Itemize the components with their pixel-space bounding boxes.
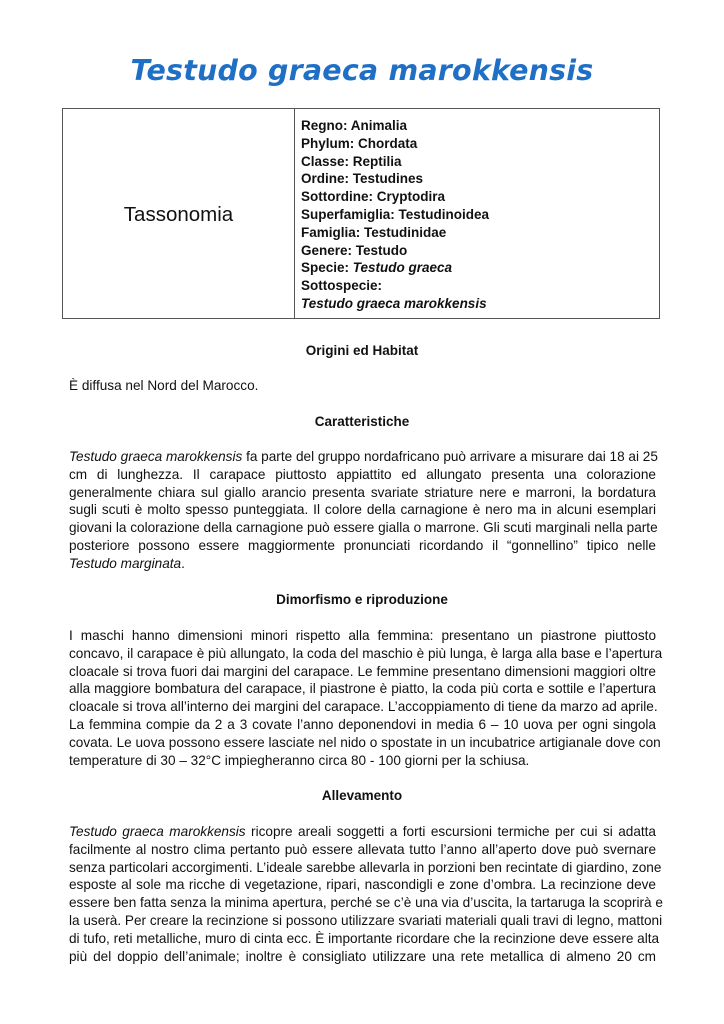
section-title-origins: Origini ed Habitat: [305, 343, 419, 358]
dimorphism-paragraph: [69, 627, 663, 769]
taxonomy-classe: Classe: Reptilia: [301, 153, 402, 169]
paragraph-line: Testudo marginata.: [69, 555, 185, 571]
paragraph-line: sugli scuti è molto spesso punteggiata. Il colore della carnagione è nero ma in alcuni esemplari: [69, 502, 656, 518]
paragraph-line: esposte al sole ma ricche di vegetazione, ripari, nascondigli e zone d’ombra. La recinzione deve: [69, 877, 656, 893]
paragraph-line: cloacale si trova fuori dai margini del carapace. Le femmine presentano dimensioni maggiori oltre: [69, 663, 656, 679]
characteristics-paragraph: [69, 448, 656, 573]
section-title-dimorphism: Dimorfismo e riproduzione: [276, 592, 448, 607]
breeding-paragraph: [69, 823, 663, 965]
paragraph-line: concavo, il carapace è più allungato, la coda del maschio è più lunga, è larga alla base e l’apertura: [69, 645, 663, 661]
section-title-breeding: Allevamento: [321, 788, 403, 803]
paragraph-line: posteriore possono essere maggiormente pronunciati ricordando il “gonnellino” tipico nelle: [69, 537, 656, 553]
taxonomy-superfamiglia: Superfamiglia: Testudinoidea: [301, 206, 490, 222]
taxonomy-table: [62, 108, 660, 319]
taxonomy-sottospecie-value: Testudo graeca marokkensis: [301, 295, 487, 311]
paragraph-line: generalmente chiara sul giallo arancio presenta svariate striature nere e marroni, la bordatura: [69, 484, 656, 500]
species-name: Testudo graeca marokkensis: [69, 824, 246, 839]
species-name: Testudo marginata: [69, 555, 182, 571]
paragraph-line: cloacale si trova all’interno dei margini del carapace. L’accoppiamento di tiene da marzo ad aprile.: [69, 699, 658, 715]
paragraph-line: facilmente al nostro clima pertanto può essere allevata tutto l’anno all’aperto dove può svernare: [69, 841, 656, 857]
taxonomy-famiglia: Famiglia: Testudinidae: [301, 224, 447, 240]
taxonomy-sottospecie-label: Sottospecie:: [301, 278, 383, 294]
paragraph-line: più del doppio dell’animale; inoltre è consigliato utilizzare una rete metallica di almeno 20 cm: [69, 948, 656, 964]
paragraph-line: I maschi hanno dimensioni minori rispetto alla femmina: presentano un piastrone piuttosto: [69, 628, 656, 643]
paragraph-line: Testudo graeca marokkensis fa parte del gruppo nordafricano può arrivare a misurare dai 18 ai 25: [69, 449, 658, 464]
taxonomy-heading-cell: [63, 109, 295, 318]
paragraph-line: di tufo, reti metalliche, muro di cinta ecc. È importante ricordare che la recinzione deve essere alta: [69, 930, 660, 946]
section-title-characteristics: Caratteristiche: [314, 414, 410, 429]
specie-value: Testudo graeca: [352, 260, 453, 276]
taxonomy-specie: [301, 259, 489, 277]
paragraph-line: cm di lunghezza. Il carapace piuttosto appiattito ed allungato presenta una colorazione: [69, 466, 656, 482]
paragraph-line: senza particolari accorgimenti. L’ideale sarebbe allevarla in porzioni ben recintate di giardino, zone: [69, 859, 662, 875]
paragraph-line: La femmina compie da 2 a 3 covate l’anno deponendovi in media 6 – 10 uova per ogni singola: [69, 716, 656, 732]
taxonomy-phylum: Phylum: Chordata: [301, 135, 418, 151]
taxonomy-regno: Regno: Animalia: [301, 118, 408, 133]
paragraph-line: Testudo graeca marokkensis ricopre areali soggetti a forti escursioni termiche per cui si adatta: [69, 824, 656, 839]
paragraph-line: giovani la colorazione della carnagione può essere gialla o marrone. Gli scuti marginali nella parte: [69, 520, 658, 536]
paragraph-line: alla maggiore bombatura del carapace, il piastrone è piatto, la coda più corta e sottile e l’apertura: [69, 681, 656, 697]
species-name: Testudo graeca marokkensis: [69, 449, 243, 464]
taxonomy-heading: Tassonomia: [123, 202, 234, 226]
taxonomy-sottordine: Sottordine: Cryptodira: [301, 189, 445, 205]
paragraph-line: covata. Le uova possono essere lasciate nel nido o spostate in un incubatrice artigianale dove con: [69, 734, 661, 750]
taxonomy-list: [295, 109, 489, 318]
paragraph-line: essere ben fatta senza la minima apertura, perché se c’è una via d’uscita, la tartaruga la scoprirà e: [69, 895, 663, 911]
taxonomy-genere: Genere: Testudo: [301, 242, 408, 258]
paragraph-line: la userà. Per creare la recinzione si possono utilizzare svariati materiali quali travi di legno, mattoni: [69, 912, 663, 928]
document-title: Testudo graeca marokkensis: [130, 54, 594, 87]
origins-text: È diffusa nel Nord del Marocco.: [69, 378, 259, 393]
taxonomy-ordine: Ordine: Testudines: [301, 171, 424, 187]
specie-label: Specie:: [301, 260, 353, 276]
paragraph-line: temperature di 30 – 32°C impiegheranno circa 80 - 100 giorni per la schiusa.: [69, 752, 530, 768]
